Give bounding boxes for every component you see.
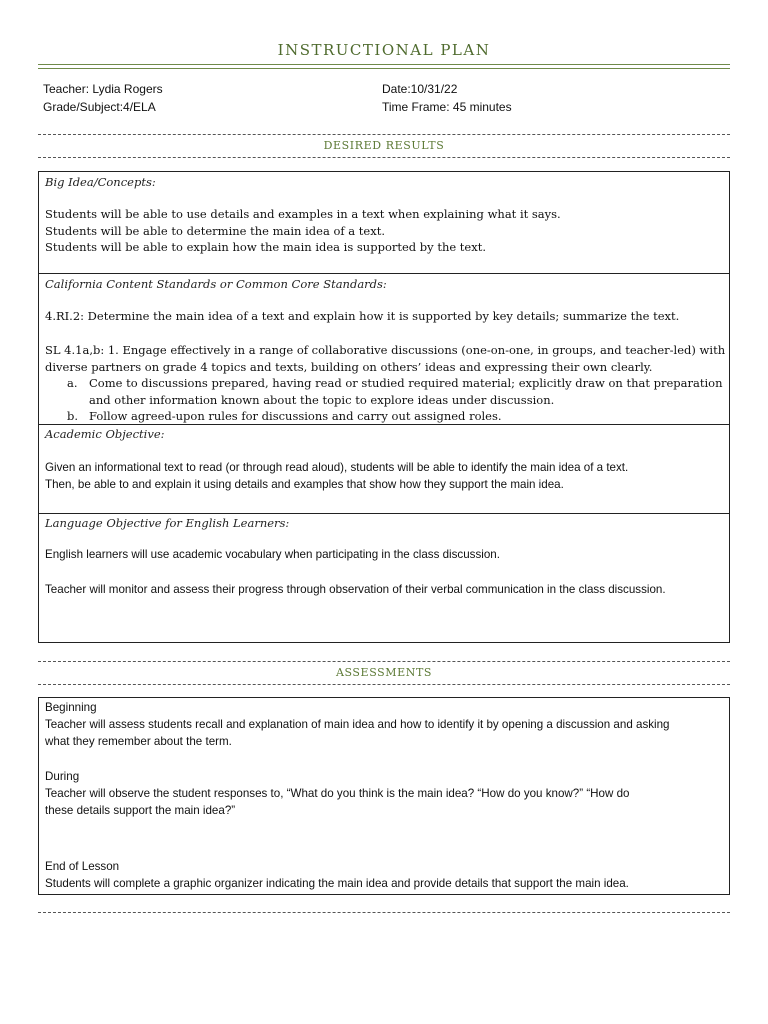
assessment-during bbox=[45, 768, 630, 819]
academic-objective-section bbox=[38, 424, 730, 514]
section-divider bbox=[38, 157, 730, 158]
teacher-info bbox=[43, 80, 163, 116]
list-marker: b. bbox=[67, 409, 79, 423]
schedule-info bbox=[382, 80, 512, 116]
big-idea-line: Students will be able to determine the main idea of a text. bbox=[45, 223, 385, 238]
assessments-heading: ASSESSMENTS bbox=[335, 666, 433, 679]
time-frame: Time Frame: 45 minutes bbox=[382, 100, 512, 114]
list-item bbox=[45, 375, 725, 392]
assessment-during-line: these details support the main idea?” bbox=[45, 804, 236, 817]
lesson-date: Date:10/31/22 bbox=[382, 82, 458, 96]
section-divider bbox=[38, 134, 730, 135]
list-item-continued bbox=[45, 392, 725, 409]
standard-sl-line: SL 4.1a,b: 1. Engage effectively in a range of collaborative discussions (one-on-one, in groups, and teacher-led) with bbox=[45, 343, 726, 357]
academic-objective-text bbox=[45, 459, 628, 493]
grade-subject: Grade/Subject:4/ELA bbox=[43, 100, 156, 114]
big-idea-lines bbox=[45, 206, 561, 256]
big-idea-label: Big Idea/Concepts: bbox=[45, 175, 156, 189]
title-rule-thin bbox=[38, 68, 730, 69]
assessment-beginning bbox=[45, 699, 670, 750]
language-objective-line: Teacher will monitor and assess their progress through observation of their verbal communication in the class discussion. bbox=[45, 583, 666, 596]
desired-results-heading: DESIRED RESULTS bbox=[323, 139, 445, 152]
assessment-end-line: Students will complete a graphic organizer indicating the main idea and provide details that support the main idea. bbox=[45, 877, 629, 890]
standards-label: California Content Standards or Common Core Standards: bbox=[45, 277, 387, 291]
language-objective-section bbox=[38, 513, 730, 643]
list-marker: a. bbox=[67, 376, 78, 390]
big-idea-line: Students will be able to explain how the main idea is supported by the text. bbox=[45, 240, 486, 254]
teacher-name: Teacher: Lydia Rogers bbox=[43, 82, 163, 96]
assessment-end-label: End of Lesson bbox=[45, 860, 120, 873]
academic-objective-label: Academic Objective: bbox=[45, 427, 165, 441]
assessment-beginning-line: what they remember about the term. bbox=[45, 735, 232, 748]
big-idea-section bbox=[38, 171, 730, 274]
standard-sl bbox=[45, 342, 725, 425]
page-title: INSTRUCTIONAL PLAN bbox=[277, 41, 491, 59]
standards-section bbox=[38, 273, 730, 425]
section-divider bbox=[38, 684, 730, 685]
academic-objective-line: Given an informational text to read (or through read aloud), students will be able to identify the main idea of a text. bbox=[45, 461, 629, 474]
assessments-section bbox=[38, 697, 730, 895]
standard-ri bbox=[45, 308, 679, 325]
list-item-text: Come to discussions prepared, having read or studied required material; explicitly draw on that preparation bbox=[89, 376, 723, 390]
assessment-during-label: During bbox=[45, 770, 80, 783]
standard-sl-line: diverse partners on grade 4 topics and texts, building on others’ ideas and expressing their own clearly. bbox=[45, 359, 653, 374]
section-divider bbox=[38, 661, 730, 662]
assessment-beginning-line: Teacher will assess students recall and explanation of main idea and how to identify it by opening a discussion and asking bbox=[45, 718, 670, 731]
language-objective-label: Language Objective for English Learners: bbox=[45, 516, 290, 530]
academic-objective-line: Then, be able to and explain it using details and examples that show how they support the main idea. bbox=[45, 478, 564, 491]
assessment-end bbox=[45, 858, 629, 892]
list-item-text: and other information known about the topic to explore ideas under discussion. bbox=[89, 392, 555, 407]
assessment-during-line: Teacher will observe the student responses to, “What do you think is the main idea? “How do you know?” “How do bbox=[45, 787, 630, 800]
list-item-text: Follow agreed-upon rules for discussions and carry out assigned roles. bbox=[89, 409, 502, 423]
section-divider bbox=[38, 912, 730, 913]
title-rule bbox=[38, 64, 730, 65]
standard-ri-text: 4.RI.2: Determine the main idea of a text and explain how it is supported by key details; summarize the text. bbox=[45, 309, 680, 323]
list-item bbox=[45, 408, 725, 425]
big-idea-line: Students will be able to use details and examples in a text when explaining what it says. bbox=[45, 207, 561, 221]
language-objective-line: English learners will use academic vocabulary when participating in the class discussion. bbox=[45, 548, 500, 561]
assessment-beginning-label: Beginning bbox=[45, 701, 97, 714]
